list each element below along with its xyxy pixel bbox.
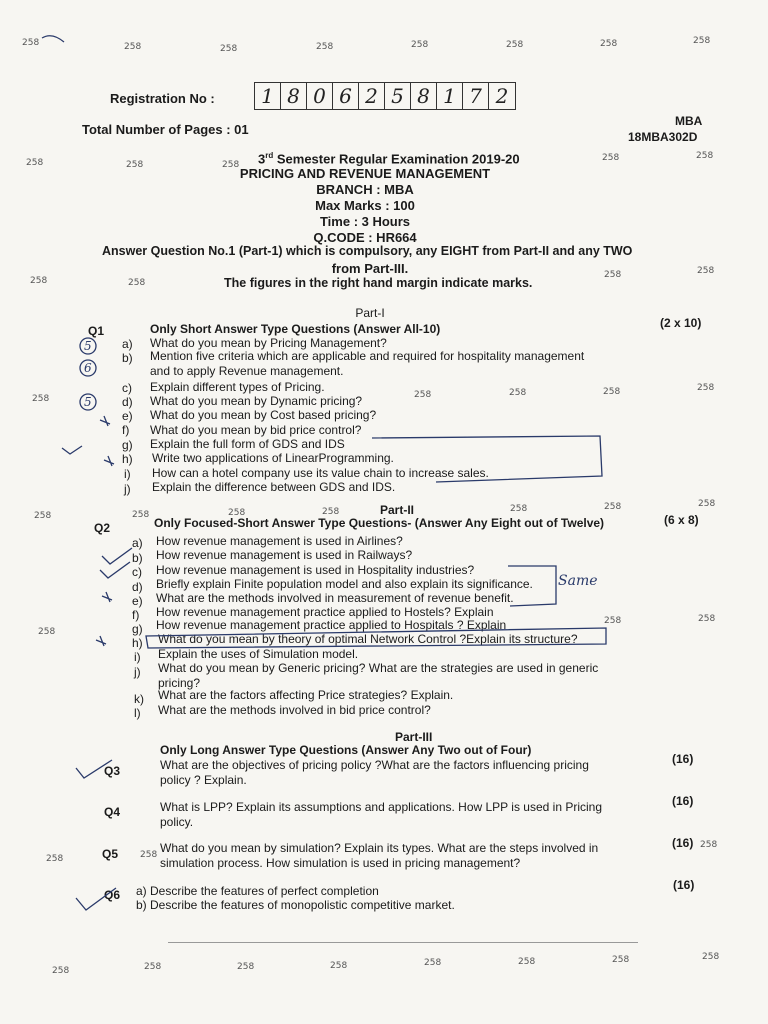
question-label: j) — [134, 665, 141, 679]
part-3-heading: Only Long Answer Type Questions (Answer Any Two out of Four) — [160, 743, 532, 757]
watermark: 258 — [30, 276, 48, 286]
part-1-heading: Only Short Answer Type Questions (Answer All-10) — [150, 322, 441, 336]
question-text: How revenue management practice applied to Hostels? Explain — [156, 605, 494, 619]
watermark: 258 — [602, 153, 620, 163]
part-3-title: Part-III — [395, 730, 433, 744]
question-label: d) — [132, 580, 143, 594]
watermark: 258 — [600, 39, 618, 49]
watermark: 258 — [38, 627, 56, 637]
q4-number: Q4 — [104, 805, 121, 819]
question-text: What do you mean by Generic pricing? What are the strategies are used in generic — [158, 661, 599, 675]
checkmark-icon — [100, 562, 130, 578]
watermark: 258 — [144, 962, 162, 972]
question-label: k) — [134, 692, 144, 706]
total-pages: Total Number of Pages : 01 — [82, 122, 249, 137]
question-text: policy ? Explain. — [160, 773, 247, 787]
question-label: d) — [122, 395, 133, 409]
question-label: h) — [122, 452, 133, 466]
watermark: 258 — [509, 388, 527, 398]
star-icon — [96, 636, 106, 646]
question-label: i) — [124, 467, 131, 481]
q3-number: Q3 — [104, 764, 121, 778]
subject-title: PRICING AND REVENUE MANAGEMENT — [239, 166, 491, 181]
q6-marks: (16) — [673, 878, 695, 892]
watermark: 258 — [124, 42, 142, 52]
watermark: 258 — [604, 616, 622, 626]
part-1-marks: (2 x 10) — [660, 316, 702, 330]
watermark: 258 — [604, 270, 622, 280]
question-text: How revenue management is used in Railways? — [156, 548, 413, 562]
handwritten-circled-number: 5 — [84, 395, 92, 409]
question-label: b) — [122, 351, 133, 365]
watermark: 258 — [698, 499, 716, 509]
reg-digit: 8 — [281, 83, 307, 109]
q1-number: Q1 — [88, 324, 105, 338]
question-text: What do you mean by Cost based pricing? — [150, 408, 377, 422]
question-label: j) — [124, 482, 131, 496]
checkmark-icon — [76, 888, 116, 910]
watermark: 258 — [228, 508, 246, 518]
question-text: What are the factors affecting Price strategies? Explain. — [158, 688, 454, 702]
reg-digit: 6 — [333, 83, 359, 109]
instruction-line-1: Answer Question No.1 (Part-1) which is compulsory, any EIGHT from Part-II and any TWO — [102, 244, 633, 258]
watermark: 258 — [126, 160, 144, 170]
reg-digit: 8 — [411, 83, 437, 109]
handwritten-note: Same — [558, 573, 598, 589]
watermark: 258 — [510, 504, 528, 514]
question-text: What is LPP? Explain its assumptions and applications. How LPP is used in Pricing — [160, 800, 603, 814]
q5-marks: (16) — [672, 836, 694, 850]
handwritten-circled-number: 5 — [84, 339, 92, 353]
star-icon — [102, 592, 112, 602]
watermark: 258 — [316, 42, 334, 52]
watermark: 258 — [698, 614, 716, 624]
question-text: How revenue management practice applied to Hospitals ? Explain — [156, 618, 507, 632]
star-icon — [104, 456, 114, 466]
watermark: 258 — [702, 952, 720, 962]
star-icon — [100, 416, 110, 426]
question-label: l) — [134, 706, 141, 720]
watermark: 258 — [132, 510, 150, 520]
part-1-title: Part-I — [355, 306, 385, 320]
part-2-marks: (6 x 8) — [664, 513, 699, 527]
watermark: 258 — [696, 151, 714, 161]
question-text: What are the objectives of pricing policy ?What are the factors influencing pricing — [160, 758, 589, 772]
question-text: and to apply Revenue management. — [150, 364, 344, 378]
question-label: e) — [122, 409, 133, 423]
question-text: b) Describe the features of monopolistic competitive market. — [136, 898, 455, 912]
question-text: Briefly explain Finite population model and also explain its significance. — [156, 577, 533, 591]
handwritten-circled-number: 6 — [84, 361, 92, 375]
question-label: c) — [122, 381, 132, 395]
question-label: b) — [132, 551, 143, 565]
question-text: What do you mean by simulation? Explain its types. What are the steps involved in — [160, 841, 599, 855]
ink-bracket — [372, 436, 602, 482]
question-label: f) — [122, 423, 130, 437]
question-text: Explain the difference between GDS and IDS. — [152, 480, 396, 494]
figures-note: The figures in the right hand margin indicate marks. — [224, 276, 533, 290]
question-text: pricing? — [158, 676, 201, 690]
branch: BRANCH : MBA — [316, 182, 414, 197]
watermark: 258 — [700, 840, 718, 850]
instruction-line-2: from Part-III. — [331, 261, 409, 276]
watermark: 258 — [34, 511, 52, 521]
watermark: 258 — [140, 850, 158, 860]
question-text: What do you mean by theory of optimal Network Control ?Explain its structure? — [158, 632, 578, 646]
question-text: simulation process. How simulation is used in pricing management? — [160, 856, 521, 870]
watermark: 258 — [693, 36, 711, 46]
watermark: 258 — [330, 961, 348, 971]
watermark: 258 — [697, 266, 715, 276]
max-marks: Max Marks : 100 — [315, 198, 415, 213]
part-2-title: Part-II — [380, 503, 415, 517]
question-label: i) — [134, 650, 141, 664]
reg-digit: 7 — [463, 83, 489, 109]
watermark: 258 — [506, 40, 524, 50]
semester-suffix: rd — [265, 151, 274, 160]
watermark: 258 — [424, 958, 442, 968]
question-text: Explain different types of Pricing. — [150, 380, 325, 394]
watermark: 258 — [26, 158, 44, 168]
watermark: 258 — [22, 38, 40, 48]
ink-circle — [80, 360, 96, 376]
question-label: f) — [132, 608, 140, 622]
question-text: What do you mean by Dynamic pricing? — [150, 394, 363, 408]
watermark: 258 — [518, 957, 536, 967]
ink-circle — [80, 394, 96, 410]
reg-digit: 1 — [255, 83, 281, 109]
question-text: a) Describe the features of perfect completion — [136, 884, 379, 898]
ink-scribble — [42, 36, 64, 42]
part-2-heading: Only Focused-Short Answer Type Questions- (Answer Any Eight out of Twelve) — [154, 516, 605, 530]
question-label: a) — [122, 337, 133, 351]
watermark: 258 — [697, 383, 715, 393]
question-text: policy. — [160, 815, 194, 829]
exam-time: Time : 3 Hours — [319, 214, 411, 229]
q2-number: Q2 — [94, 521, 111, 535]
watermark: 258 — [52, 966, 70, 976]
q4-marks: (16) — [672, 794, 694, 808]
question-label: c) — [132, 565, 142, 579]
question-text: What do you mean by bid price control? — [150, 423, 362, 437]
semester-text: Semester Regular Examination 2019-20 — [276, 151, 520, 167]
question-code: Q.CODE : HR664 — [313, 230, 417, 245]
reg-digit: 1 — [437, 83, 463, 109]
ink-box — [146, 628, 606, 648]
question-text: Explain the full form of GDS and IDS — [150, 437, 345, 451]
watermark: 258 — [322, 507, 340, 517]
question-label: h) — [132, 636, 143, 650]
watermark: 258 — [411, 40, 429, 50]
watermark: 258 — [220, 44, 238, 54]
ink-circle — [80, 338, 96, 354]
q6-number: Q6 — [104, 888, 121, 902]
question-label: a) — [132, 536, 143, 550]
semester-number: 3 — [258, 151, 266, 167]
watermark: 258 — [604, 502, 622, 512]
question-text: What are the methods involved in bid price control? — [158, 703, 431, 717]
checkmark-icon — [76, 760, 112, 778]
watermark: 258 — [612, 955, 630, 965]
reg-digit: 0 — [307, 83, 333, 109]
checkmark-icon — [102, 548, 132, 564]
registration-label: Registration No : — [110, 91, 215, 106]
course-code: 18MBA302D — [628, 130, 698, 144]
watermark: 258 — [237, 962, 255, 972]
question-text: Write two applications of LinearProgramming. — [152, 451, 394, 465]
question-text: What do you mean by Pricing Management? — [150, 336, 387, 350]
question-text: What are the methods involved in measurement of revenue benefit. — [156, 591, 514, 605]
question-label: e) — [132, 594, 143, 608]
reg-digit: 2 — [359, 83, 385, 109]
question-text: How revenue management is used in Hospitality industries? — [156, 563, 475, 577]
question-text: How revenue management is used in Airlines? — [156, 534, 403, 548]
watermark: 258 — [222, 160, 240, 170]
q3-marks: (16) — [672, 752, 694, 766]
reg-digit: 2 — [495, 84, 509, 108]
watermark: 258 — [603, 387, 621, 397]
checkmark-icon — [62, 446, 82, 454]
question-text: Mention five criteria which are applicable and required for hospitality management — [150, 349, 585, 363]
question-text: How can a hotel company use its value chain to increase sales. — [152, 466, 489, 480]
watermark: 258 — [32, 394, 50, 404]
question-label: g) — [132, 622, 143, 636]
watermark: 258 — [46, 854, 64, 864]
ink-bracket — [508, 566, 556, 606]
reg-digit: 5 — [385, 83, 411, 109]
q5-number: Q5 — [102, 847, 119, 861]
question-text: Explain the uses of Simulation model. — [158, 647, 359, 661]
watermark: 258 — [414, 390, 432, 400]
program-label: MBA — [675, 114, 703, 128]
watermark: 258 — [128, 278, 146, 288]
question-label: g) — [122, 438, 133, 452]
